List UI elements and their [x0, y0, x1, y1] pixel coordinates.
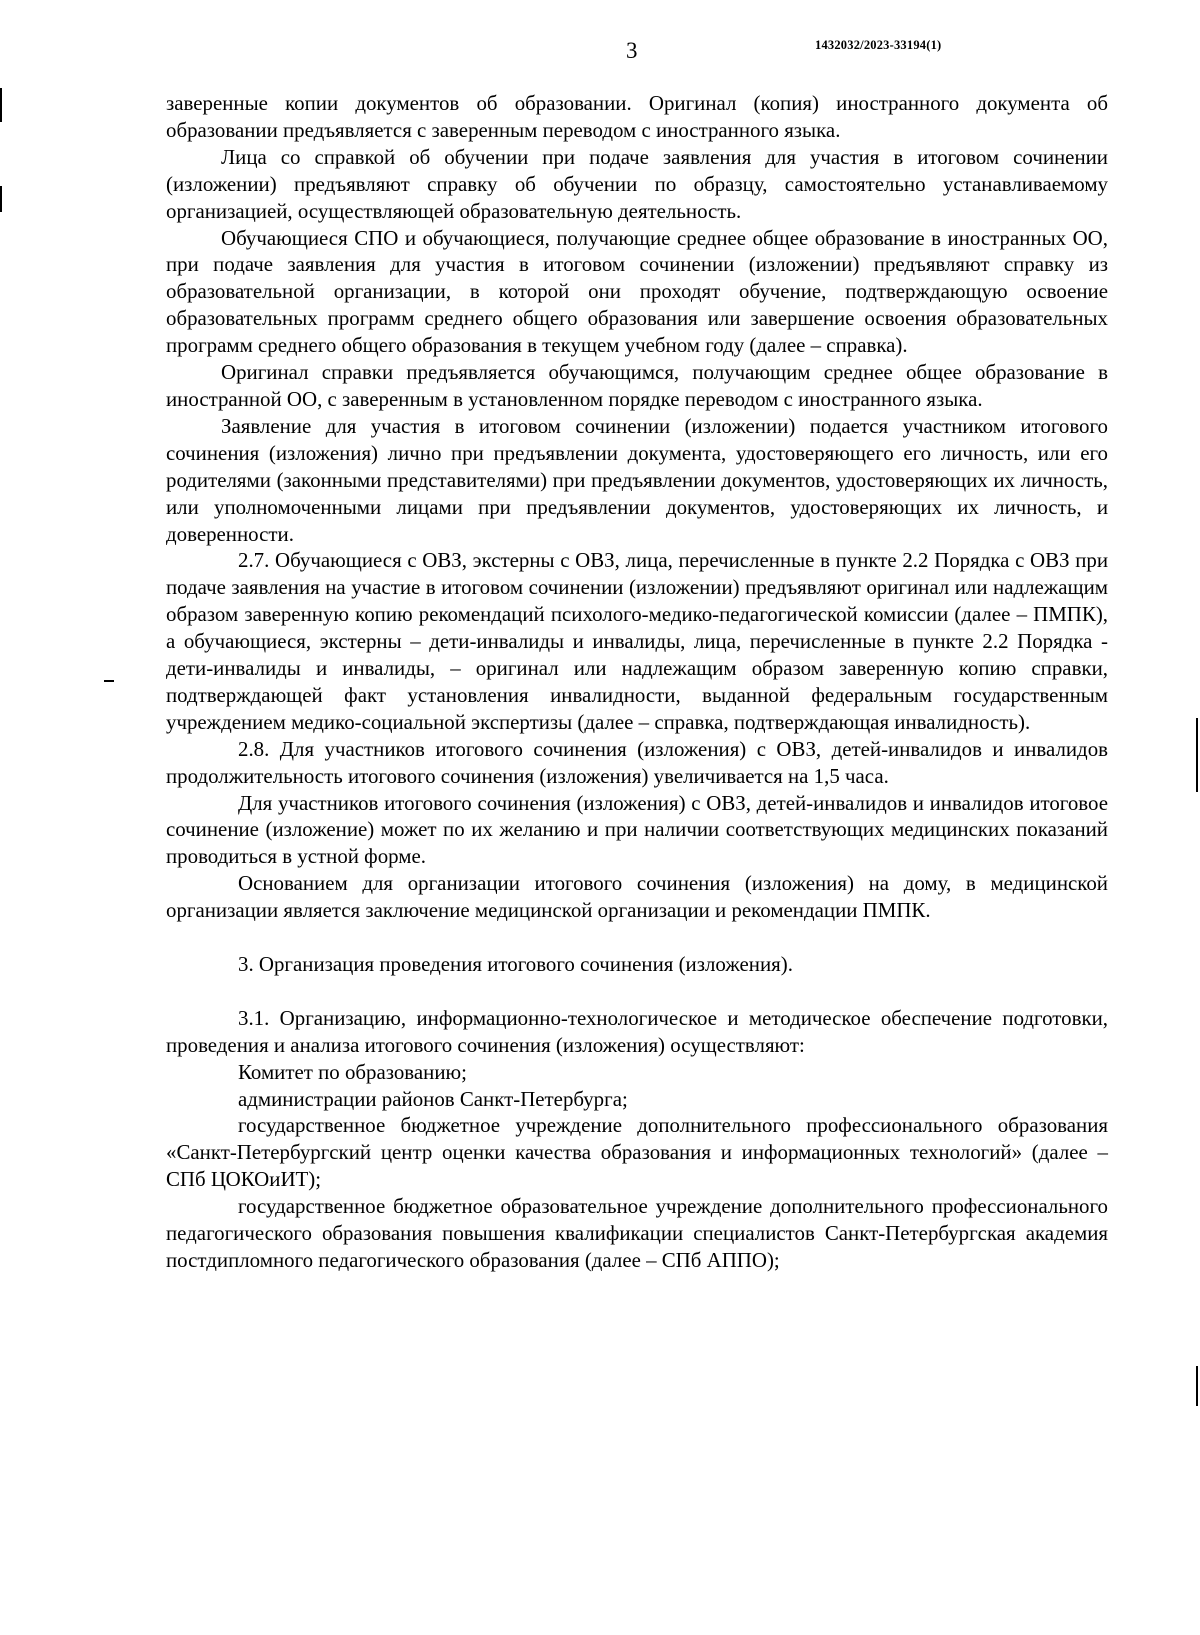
paragraph: Лица со справкой об обучении при подаче заявления для участия в итоговом сочинении (изложении) предъявляют справку об обучении по образцу, самостоятельно устанавливаемому организацией, осуществляющей образовательную деятельность.	[166, 144, 1108, 223]
list-item: администрации районов Санкт-Петербурга;	[238, 1086, 628, 1111]
paragraph: Основанием для организации итогового сочинения (изложения) на дому, в медицинской организации является заключение медицинской организации и рекомендации ПМПК.	[166, 871, 1108, 923]
list-item: Комитет по образованию;	[238, 1059, 467, 1084]
paragraph: Заявление для участия в итоговом сочинении (изложении) подается участником итогового сочинения (изложения) лично при предъявлении документа, удостоверяющего его личность, или его родителями (законными представителями) при предъявлении документов, удостоверяющих их личность, или уполномоченными лицами при предъявлении документов, удостоверяющих их личность, и доверенности.	[166, 413, 1108, 546]
spacer	[166, 978, 1108, 1005]
document-id: 1432032/2023-33194(1)	[815, 38, 942, 52]
scan-edge-mark	[1196, 718, 1198, 792]
section-heading: 3. Организация проведения итогового сочинения (изложения).	[238, 951, 793, 976]
paragraph-3-1: 3.1. Организацию, информационно-технологическое и методическое обеспечение подготовки, проведения и анализа итогового сочинения (изложения) осуществляют:	[166, 1005, 1108, 1057]
paragraph: заверенные копии документов об образовании. Оригинал (копия) иностранного документа об образовании предъявляется с заверенным переводом с иностранного языка.	[166, 91, 1108, 142]
paragraph-2-8: 2.8. Для участников итогового сочинения (изложения) с ОВЗ, детей-инвалидов и инвалидов продолжительность итогового сочинения (изложения) увеличивается на 1,5 часа.	[166, 736, 1108, 788]
scan-edge-mark	[0, 88, 2, 122]
spacer	[166, 924, 1108, 951]
list-item: государственное бюджетное образовательное учреждение дополнительного профессионального педагогического образования повышения квалификации специалистов Санкт-Петербургская академия постдипломного педагогического образования (далее – СПб АППО);	[166, 1194, 1108, 1272]
paragraph: Для участников итогового сочинения (изложения) с ОВЗ, детей-инвалидов и инвалидов итоговое сочинение (изложение) может по их желанию и при наличии соответствующих медицинских показаний проводиться в устной форме.	[166, 790, 1108, 869]
paragraph-2-7: 2.7. Обучающиеся с ОВЗ, экстерны с ОВЗ, лица, перечисленные в пункте 2.2 Порядка с ОВЗ при подаче заявления на участие в итоговом сочинении (изложении) предъявляют оригинал или надлежащим образом заверенную копию рекомендаций психолого-медико-педагогической комиссии (далее – ПМПК), а обучающиеся, экстерны – дети-инвалиды и инвалиды, лица, перечисленные в пункте 2.2 Порядка - дети-инвалиды и инвалиды, – оригинал или надлежащим образом заверенную копию справки, подтверждающей факт установления инвалидности, выданной федеральным государственным учреждением медико-социальной экспертизы (далее – справка, подтверждающая инвалидность).	[166, 548, 1108, 734]
paragraph: Оригинал справки предъявляется обучающимся, получающим среднее общее образование в иностранной ОО, с заверенным в установленном порядке переводом с иностранного языка.	[166, 360, 1108, 411]
paragraph: Обучающиеся СПО и обучающиеся, получающие среднее общее образование в иностранных ОО, при подаче заявления для участия в итоговом сочинении (изложении) предъявляют справку из образовательной организации, в которой они проходят обучение, подтверждающую освоение образовательных программ среднего общего образования или завершение освоения образовательных программ среднего общего образования в текущем учебном году (далее – справка).	[166, 225, 1108, 358]
page-number: 3	[626, 38, 638, 63]
scan-edge-mark	[0, 186, 2, 212]
list-item: государственное бюджетное учреждение дополнительного профессионального образования «Санкт-Петербургский центр оценки качества образования и информационных технологий» (далее – СПб ЦОКОиИТ);	[166, 1113, 1108, 1192]
document-body	[166, 90, 1108, 1274]
scan-dash-mark	[104, 680, 114, 682]
scan-edge-mark	[1196, 1366, 1198, 1406]
